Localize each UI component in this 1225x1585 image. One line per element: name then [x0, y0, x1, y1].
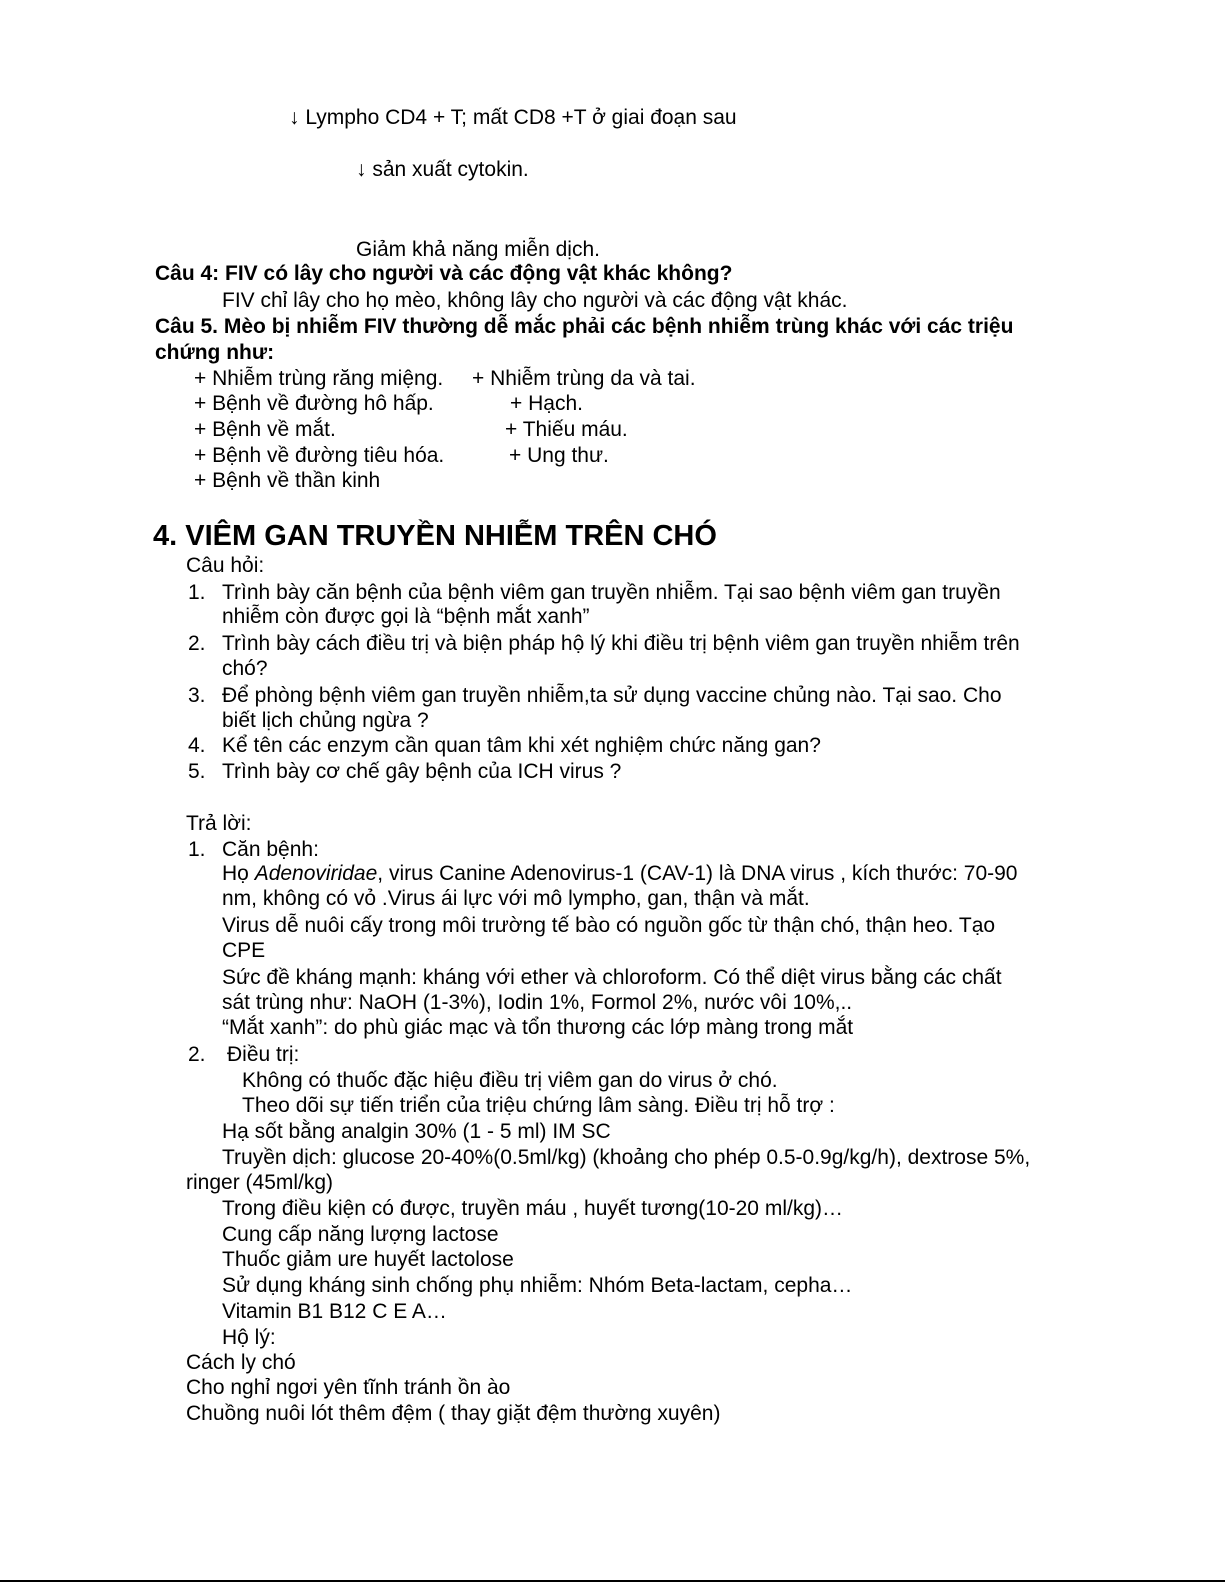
answer-2-line: Trong điều kiện có được, truyền máu , huyết tương(10-20 ml/kg)…: [222, 1197, 843, 1220]
answer-2-line: ringer (45ml/kg): [186, 1171, 334, 1194]
question-number: 4.: [188, 734, 206, 757]
question-text: nhiễm còn được gọi là “bệnh mắt xanh”: [222, 605, 590, 628]
flow-line-1: ↓ Lympho CD4 + T; mất CD8 +T ở giai đoạn sau: [289, 106, 737, 129]
answer-1-line-post: , virus Canine Adenovirus-1 (CAV-1) là DNA virus , kích thước: 70-90: [377, 862, 1018, 885]
answer-2-line: Cách ly chó: [186, 1351, 296, 1374]
flow-line-3: Giảm khả năng miễn dịch.: [356, 238, 600, 261]
answer-2-line: Vitamin B1 B12 C E A…: [222, 1300, 447, 1323]
answer-2-line: Theo dõi sự tiến triển của triệu chứng lâm sàng. Điều trị hỗ trợ :: [242, 1094, 835, 1117]
q5-right-item: + Hạch.: [510, 392, 583, 415]
question-text: Để phòng bệnh viêm gan truyền nhiễm,ta sử dụng vaccine chủng nào. Tại sao. Cho: [222, 684, 1002, 707]
question-text: chó?: [222, 657, 268, 680]
answer-2-line: Truyền dịch: glucose 20-40%(0.5ml/kg) (khoảng cho phép 0.5-0.9g/kg/h), dextrose 5%,: [222, 1146, 1031, 1169]
q4-title: Câu 4: FIV có lây cho người và các động vật khác không?: [155, 262, 733, 285]
q5-left-item: + Bệnh về thần kinh: [194, 469, 381, 492]
answer-2-line: Sử dụng kháng sinh chống phụ nhiễm: Nhóm Beta-lactam, cepha…: [222, 1274, 853, 1297]
answer-number: 2.: [188, 1043, 206, 1066]
question-number: 3.: [188, 684, 206, 707]
q5-title-line-1: Câu 5. Mèo bị nhiễm FIV thường dễ mắc phải các bệnh nhiễm trùng khác với các triệu: [155, 315, 1014, 338]
page-bottom-border: [0, 1580, 1225, 1582]
answer-2-line: Hộ lý:: [222, 1326, 276, 1349]
flow-line-2: ↓ sản xuất cytokin.: [356, 158, 529, 181]
answer-1-line-pre: Họ: [222, 862, 255, 885]
q4-answer: FIV chỉ lây cho họ mèo, không lây cho người và các động vật khác.: [222, 289, 848, 312]
questions-label: Câu hỏi:: [186, 554, 265, 577]
question-text: Trình bày cơ chế gây bệnh của ICH virus ?: [222, 760, 622, 783]
question-text: Kể tên các enzym cần quan tâm khi xét nghiệm chức năng gan?: [222, 734, 821, 757]
answer-1-line: sát trùng như: NaOH (1-3%), Iodin 1%, Formol 2%, nước vôi 10%,..: [222, 991, 853, 1014]
answer-2-line: Hạ sốt bằng analgin 30% (1 - 5 ml) IM SC: [222, 1120, 611, 1143]
question-number: 5.: [188, 760, 206, 783]
answer-2-line: Không có thuốc đặc hiệu điều trị viêm gan do virus ở chó.: [242, 1069, 778, 1092]
question-text: Trình bày căn bệnh của bệnh viêm gan truyền nhiễm. Tại sao bệnh viêm gan truyền: [222, 581, 1001, 604]
question-text: biết lịch chủng ngừa ?: [222, 709, 429, 732]
answer-2-title: Điều trị:: [227, 1043, 300, 1066]
q5-right-item: + Thiếu máu.: [505, 418, 628, 441]
question-number: 1.: [188, 581, 206, 604]
q5-title-line-2: chứng như:: [155, 341, 275, 364]
family-name-italic: Adenoviridae: [254, 862, 378, 885]
section-heading: 4. VIÊM GAN TRUYỀN NHIỄM TRÊN CHÓ: [153, 520, 717, 552]
answer-1-title: Căn bệnh:: [222, 838, 319, 861]
q5-left-item: + Bệnh về đường tiêu hóa.: [194, 444, 445, 467]
answer-1-line: CPE: [222, 939, 266, 962]
q5-left-item: + Bệnh về mắt.: [194, 418, 336, 441]
answer-1-line: nm, không có vỏ .Virus ái lực với mô lympho, gan, thận và mắt.: [222, 887, 810, 910]
answer-1-line: Sức đề kháng mạnh: kháng với ether và chloroform. Có thể diệt virus bằng các chất: [222, 966, 1002, 989]
answers-label: Trả lời:: [186, 812, 252, 835]
q5-left-item: + Bệnh về đường hô hấp.: [194, 392, 434, 415]
question-text: Trình bày cách điều trị và biện pháp hộ lý khi điều trị bệnh viêm gan truyền nhiễm trên: [222, 632, 1020, 655]
answer-2-line: Cho nghỉ ngơi yên tĩnh tránh ồn ào: [186, 1376, 511, 1399]
answer-number: 1.: [188, 838, 206, 861]
answer-2-line: Cung cấp năng lượng lactose: [222, 1223, 499, 1246]
q5-right-item: + Ung thư.: [509, 444, 609, 467]
answer-1-line: “Mắt xanh”: do phù giác mạc và tổn thương các lớp màng trong mắt: [222, 1016, 854, 1039]
answer-2-line: Thuốc giảm ure huyết lactolose: [222, 1248, 514, 1271]
question-number: 2.: [188, 632, 206, 655]
answer-1-line: [222, 862, 1017, 886]
answer-1-line: Virus dễ nuôi cấy trong môi trường tế bào có nguồn gốc từ thận chó, thận heo. Tạo: [222, 914, 996, 937]
q5-right-item: + Nhiễm trùng da và tai.: [472, 367, 696, 390]
answer-2-line: Chuồng nuôi lót thêm đệm ( thay giặt đệm thường xuyên): [186, 1402, 721, 1425]
q5-left-item: + Nhiễm trùng răng miệng.: [194, 367, 444, 390]
